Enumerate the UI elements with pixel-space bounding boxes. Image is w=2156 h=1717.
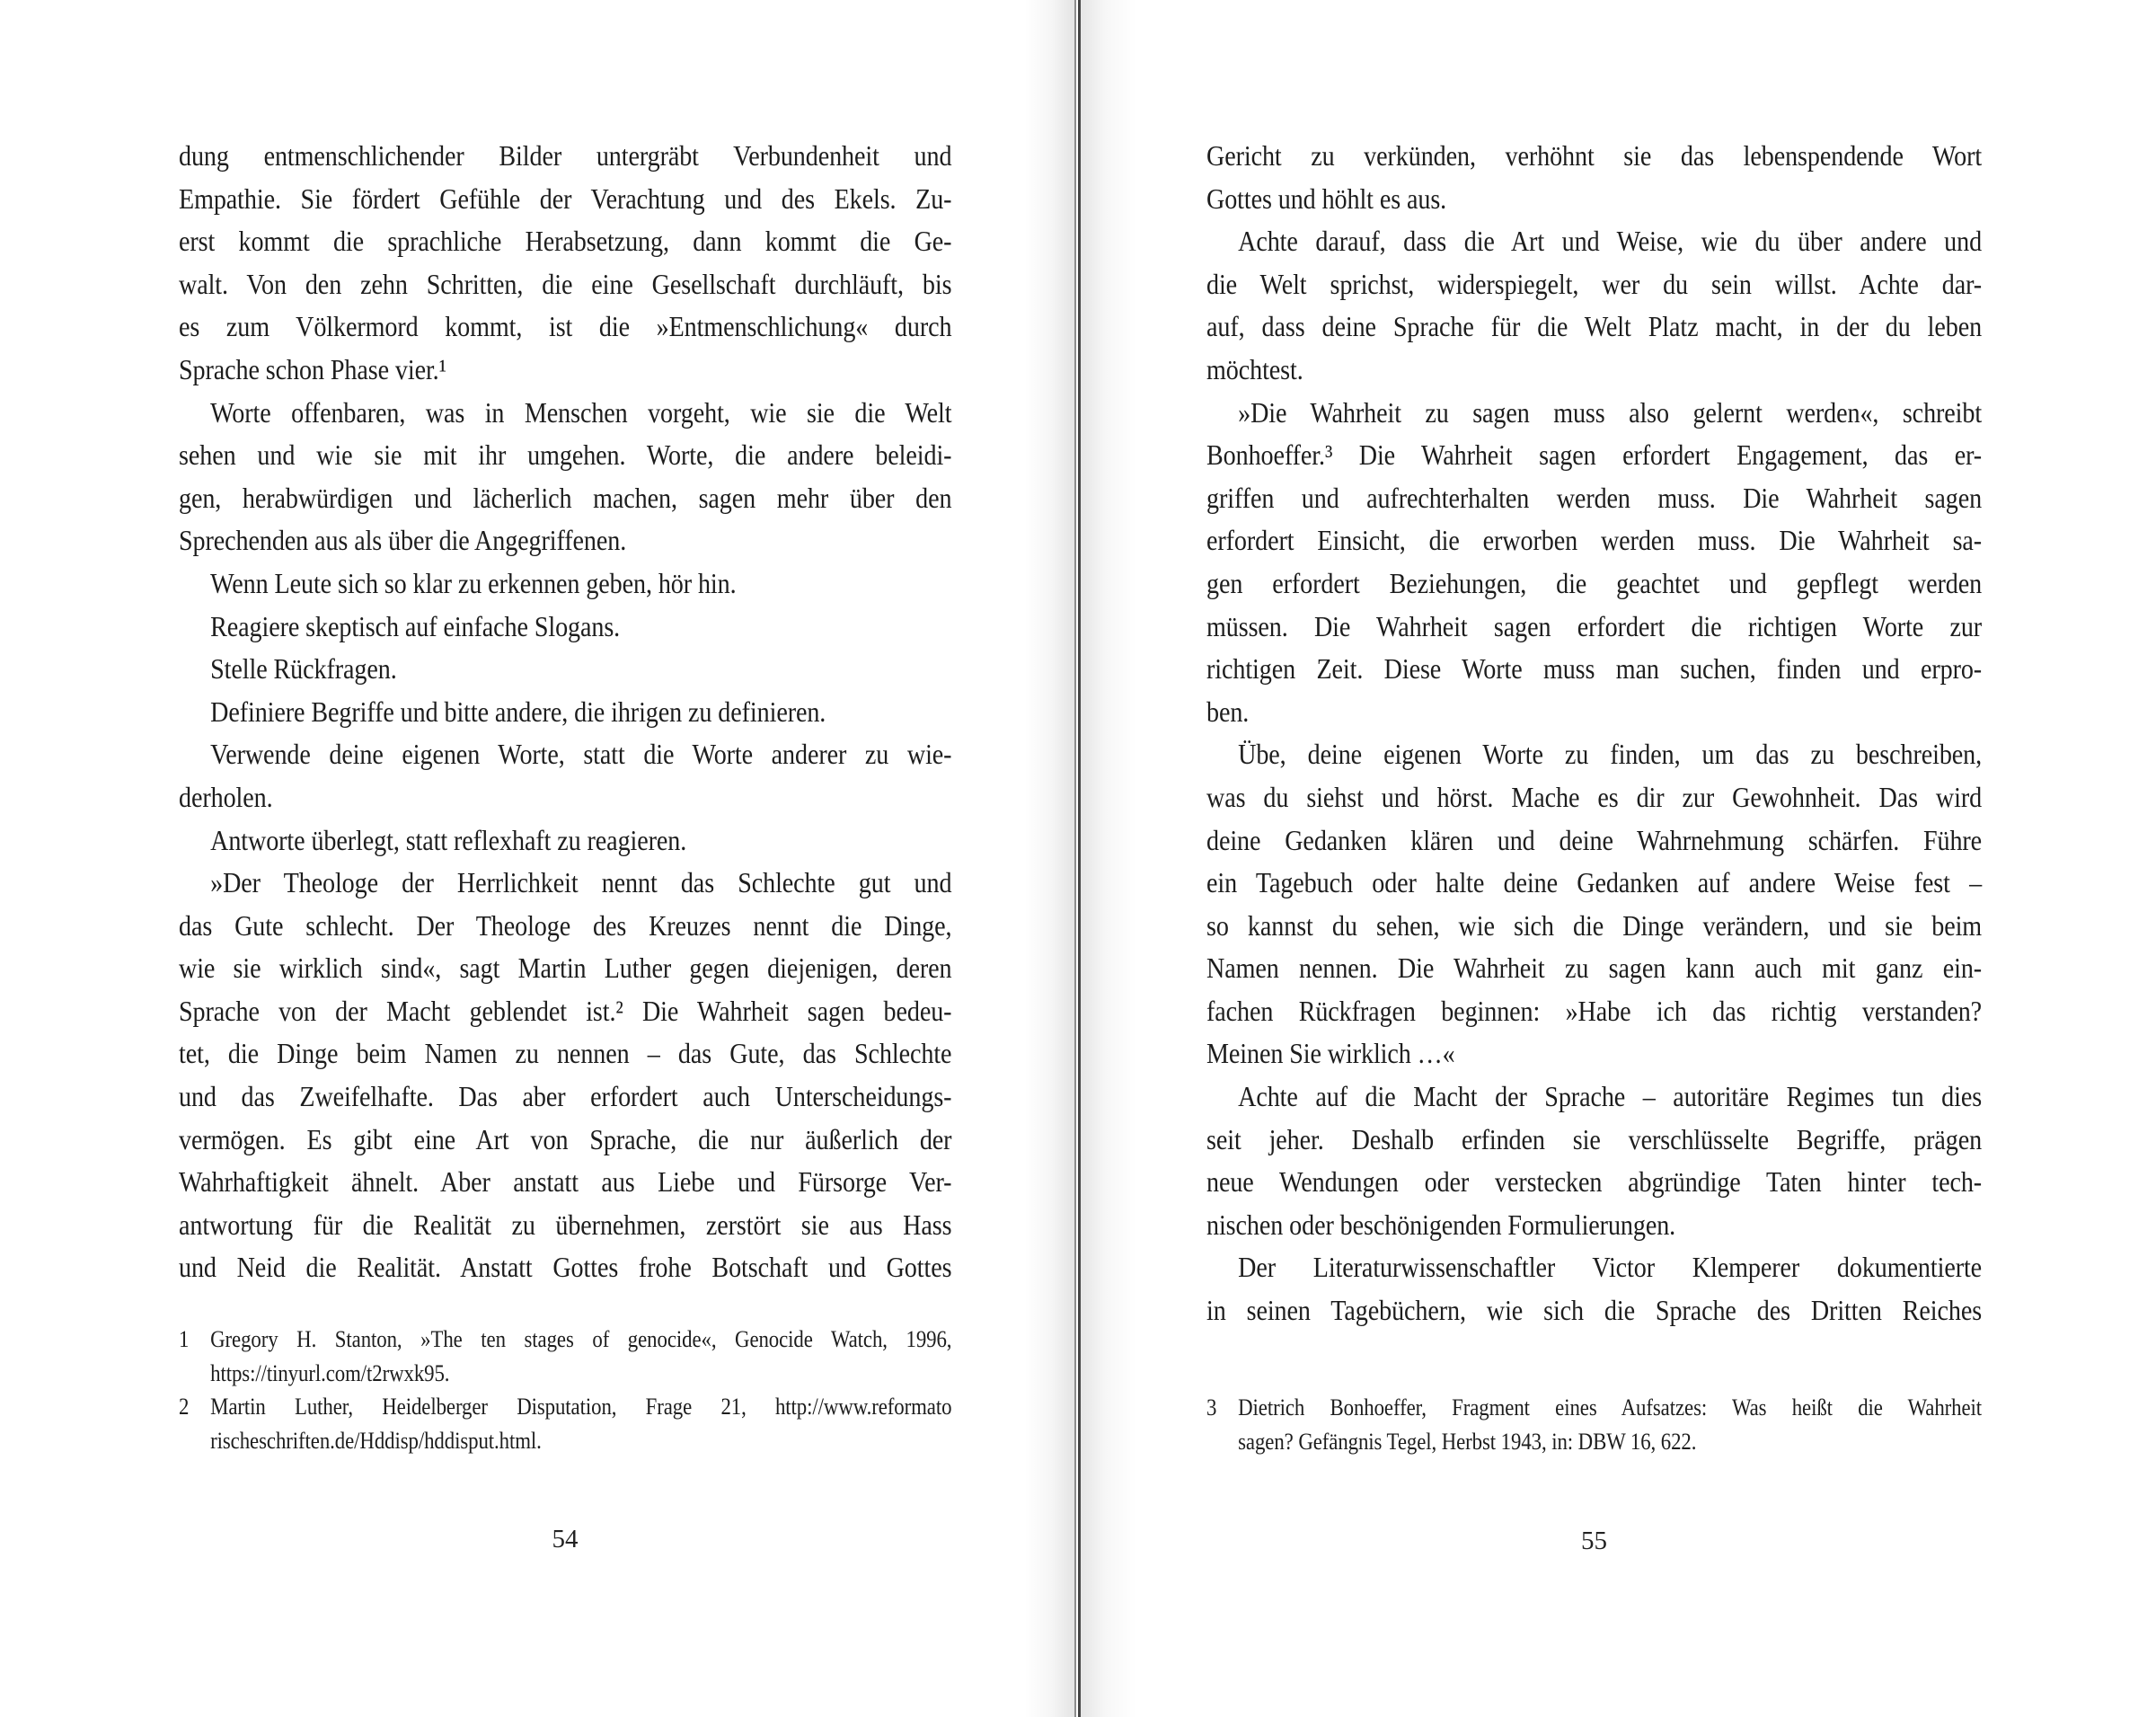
text-line: müssen. Die Wahrheit sagen erfordert die richtigen Worte zur [1206, 609, 1983, 642]
right-footnotes [1206, 1391, 1982, 1458]
text-line: walt. Von den zehn Schritten, die eine Gesellschaft durchläuft, bis [179, 267, 952, 300]
text-line: ben. [1206, 695, 1250, 728]
text-line: Verwende deine eigenen Worte, statt die Worte anderer zu wie- [210, 738, 952, 771]
text-line: was du siehst und hörst. Mache es dir zur Gewohnheit. Das wird [1206, 780, 1983, 813]
text-line: die Welt sprichst, widerspiegelt, wer du sein willst. Achte dar- [1206, 267, 1983, 300]
footnote-text [210, 1390, 951, 1457]
text-line: Wahrhaftigkeit ähnelt. Aber anstatt aus Liebe und Fürsorge Ver- [179, 1165, 952, 1199]
footnote-line: Martin Luther, Heidelberger Disputation, Frage 21, http://www.reformato [210, 1394, 952, 1421]
footnote-line: https://tinyurl.com/t2rwxk95. [210, 1359, 450, 1386]
text-line: Empathie. Sie fördert Gefühle der Verachtung und des Ekels. Zu- [179, 181, 952, 215]
text-line: vermögen. Es gibt eine Art von Sprache, die nur äußerlich der [179, 1122, 952, 1155]
text-line: Achte darauf, dass die Art und Weise, wie du über andere und [1238, 225, 1983, 258]
text-line: Definiere Begriffe und bitte andere, die ihrigen zu definieren. [210, 695, 826, 728]
text-line: das Gute schlecht. Der Theologe des Kreuzes nennt die Dinge, [179, 908, 952, 942]
text-line: Sprache schon Phase vier.¹ [179, 352, 446, 385]
text-line: Namen nennen. Die Wahrheit zu sagen kann auch mit ganz ein- [1206, 951, 1983, 985]
left-body-text [179, 135, 951, 1289]
text-line: neue Wendungen oder verstecken abgründige Taten hinter tech- [1206, 1165, 1983, 1199]
left-footnotes [179, 1323, 951, 1457]
text-line: ein Tagebuch oder halte deine Gedanken auf andere Weise fest – [1206, 866, 1983, 899]
text-line: richtigen Zeit. Diese Worte muss man suchen, finden und erpro- [1206, 652, 1983, 686]
gutter-shadow-left [1024, 0, 1075, 1717]
text-line: wie sie wirklich sind«, sagt Martin Luther gegen diejenigen, deren [179, 951, 952, 985]
right-body-text [1206, 135, 1982, 1332]
text-line: und das Zweifelhafte. Das aber erfordert auch Unterscheidungs- [179, 1080, 952, 1113]
text-line: Reagiere skeptisch auf einfache Slogans. [210, 609, 621, 642]
text-line: auf, dass deine Sprache für die Welt Platz macht, in der du leben [1206, 310, 1983, 343]
footnote-line: Dietrich Bonhoeffer, Fragment eines Aufsatzes: Was heißt die Wahrheit [1238, 1394, 1983, 1421]
text-line: Gottes und höhlt es aus. [1206, 181, 1447, 215]
text-line: Stelle Rückfragen. [210, 652, 397, 686]
text-line: sehen und wie sie mit ihr umgehen. Worte, die andere beleidi- [179, 438, 952, 472]
text-line: »Die Wahrheit zu sagen muss also gelernt werden«, schreibt [1238, 395, 1983, 429]
text-line: Achte auf die Macht der Sprache – autoritäre Regimes tun dies [1238, 1080, 1983, 1113]
text-line: derholen. [179, 780, 273, 813]
text-line: Sprache von der Macht geblendet ist.² Die Wahrheit sagen bedeu- [179, 994, 952, 1027]
footnote-text [1238, 1391, 1982, 1458]
footnote-number: 3 [1206, 1394, 1217, 1421]
text-line: es zum Völkermord kommt, ist die »Entmenschlichung« durch [179, 310, 952, 343]
text-line: seit jeher. Deshalb erfinden sie verschlüsselte Begriffe, prägen [1206, 1122, 1983, 1155]
right-page-number: 55 [1581, 1527, 1607, 1555]
text-line: nischen oder beschönigenden Formulierungen. [1206, 1208, 1676, 1241]
footnote [179, 1390, 951, 1457]
footnote-number: 1 [179, 1326, 190, 1352]
text-line: in seinen Tagebüchern, wie sich die Sprache des Dritten Reiches [1206, 1294, 1983, 1327]
text-line: Übe, deine eigenen Worte zu finden, um das zu beschreiben, [1238, 738, 1983, 771]
footnote-line: rischeschriften.de/Hddisp/hddisput.html. [210, 1427, 542, 1454]
text-line: so kannst du sehen, wie sich die Dinge verändern, und sie beim [1206, 908, 1983, 942]
text-line: Antworte überlegt, statt reflexhaft zu reagieren. [210, 823, 687, 856]
gutter-shadow-right [1081, 0, 1136, 1717]
text-line: »Der Theologe der Herrlichkeit nennt das Schlechte gut und [210, 866, 952, 899]
text-line: deine Gedanken klären und deine Wahrnehmung schärfen. Führe [1206, 823, 1983, 856]
text-line: fachen Rückfragen beginnen: »Habe ich das richtig verstanden? [1206, 994, 1983, 1027]
gutter-fold-line-thin [1074, 0, 1076, 1717]
text-line: antwortung für die Realität zu übernehmen, zerstört sie aus Hass [179, 1208, 952, 1241]
left-page-number: 54 [552, 1525, 579, 1553]
footnote-line: sagen? Gefängnis Tegel, Herbst 1943, in: DBW 16, 622. [1238, 1428, 1697, 1455]
footnote-line: Gregory H. Stanton, »The ten stages of genocide«, Genocide Watch, 1996, [210, 1326, 952, 1352]
text-line: Worte offenbaren, was in Menschen vorgeht, wie sie die Welt [210, 395, 952, 429]
footnote-number: 2 [179, 1394, 190, 1421]
text-line: Bonhoeffer.³ Die Wahrheit sagen erfordert Engagement, das er- [1206, 438, 1983, 472]
text-line: und Neid die Realität. Anstatt Gottes frohe Botschaft und Gottes [179, 1251, 952, 1284]
footnote [179, 1323, 951, 1390]
text-line: gen, herabwürdigen und lächerlich machen, sagen mehr über den [179, 481, 952, 514]
text-line: Meinen Sie wirklich …« [1206, 1037, 1455, 1070]
text-line: Sprechenden aus als über die Angegriffenen. [179, 524, 627, 557]
text-line: dung entmenschlichender Bilder untergräbt Verbundenheit und [179, 139, 952, 172]
text-line: tet, die Dinge beim Namen zu nennen – das Gute, das Schlechte [179, 1037, 952, 1070]
footnote [1206, 1391, 1982, 1458]
text-line: Der Literaturwissenschaftler Victor Klemperer dokumentierte [1238, 1251, 1983, 1284]
text-line: gen erfordert Beziehungen, die geachtet und gepflegt werden [1206, 566, 1983, 599]
footnote-text [210, 1323, 951, 1390]
text-line: erfordert Einsicht, die erworben werden muss. Die Wahrheit sa- [1206, 524, 1983, 557]
text-line: griffen und aufrechterhalten werden muss. Die Wahrheit sagen [1206, 481, 1983, 514]
text-line: möchtest. [1206, 352, 1303, 385]
text-line: Wenn Leute sich so klar zu erkennen geben, hör hin. [210, 566, 737, 599]
text-line: erst kommt die sprachliche Herabsetzung, dann kommt die Ge- [179, 225, 952, 258]
text-line: Gericht zu verkünden, verhöhnt sie das lebenspendende Wort [1206, 139, 1983, 172]
